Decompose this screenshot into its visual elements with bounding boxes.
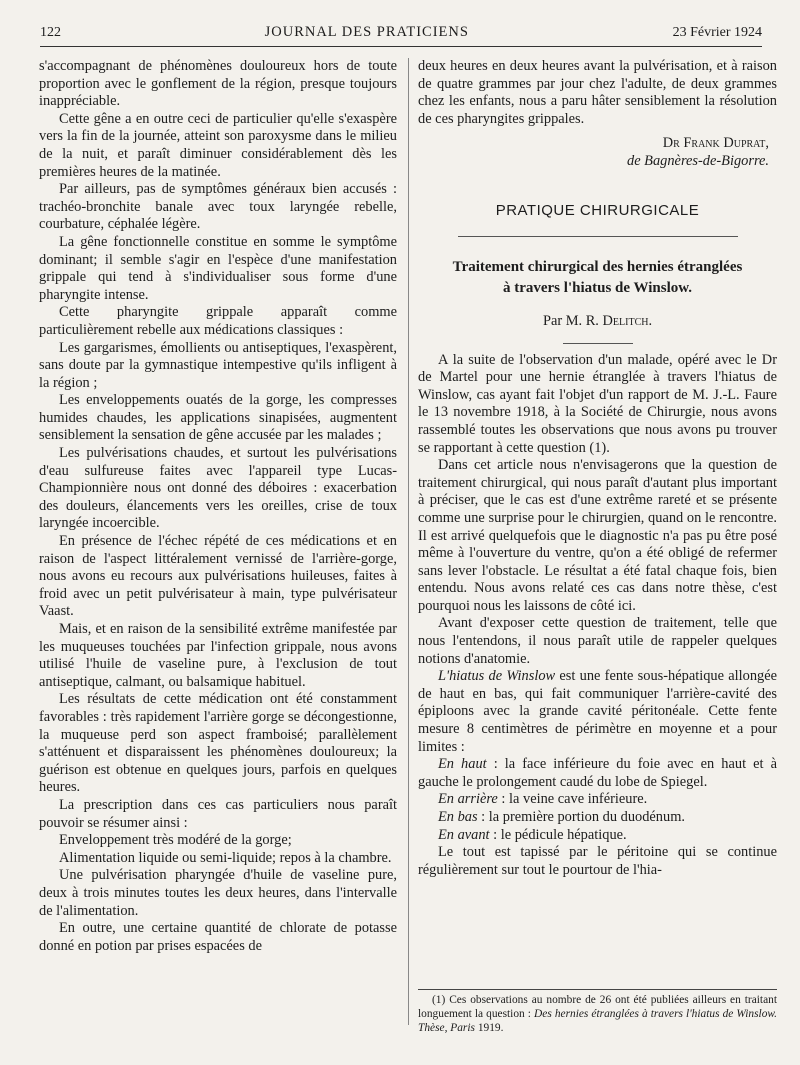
byline-prefix: Par M. R.	[542, 312, 599, 329]
footnote-rule	[418, 989, 777, 990]
signature-place: de Bagnères-de-Bigorre.	[627, 153, 769, 170]
article-title-line: Traitement chirurgical des hernies étranglées	[452, 258, 743, 275]
paragraph: Les gargarismes, émollients ou antiseptiques, l'exaspèrent, sans doute par la gymnastique intempestive qu'ils infligent à la région ;	[39, 339, 397, 391]
limit-text: : le pédicule hépatique.	[489, 826, 627, 843]
limit-text: : la première portion du duodénum.	[477, 809, 685, 825]
paragraph: Les résultats de cette médication ont été constamment favorables : très rapidement l'arrière gorge se décongestionne, la muqueuse perd son aspect framboisé; parallèlement s'atténuent et disparaissent les phénomènes douloureux; la guérison est obtenue en quelques jours, parfois en quelques heures.	[39, 691, 397, 796]
signature	[418, 134, 769, 170]
footnote-year: 1919.	[474, 1022, 504, 1034]
journal-title: JOURNAL DES PRATICIENS	[264, 24, 469, 40]
limit-term: En bas	[438, 809, 478, 825]
limit-term: En arrière	[438, 791, 498, 808]
footnote	[418, 993, 777, 1035]
paragraph: Le tout est tapissé par le péritoine qui se continue régulièrement sur tout le pourtour de l'hia-	[418, 844, 777, 878]
paragraph: Cette gêne a en outre ceci de particulier qu'elle s'exaspère vers la fin de la journée, atteint son paroxysme dans le milieu de la nuit, et paraît diminuer considérablement dès les premières heures de la matinée.	[39, 110, 397, 180]
issue-date: 23 Février 1924	[672, 25, 762, 40]
header-rule	[40, 46, 762, 47]
paragraph: Avant d'exposer cette question de traitement, telle que nous l'entendons, il nous paraît utile de rappeler quelques notions d'anatomie.	[418, 615, 777, 667]
paragraph: Par ailleurs, pas de symptômes généraux bien accusés : trachéo-bronchite banale avec toux laryngée rebelle, courbature, céphalée légère.	[39, 181, 397, 233]
paragraph	[418, 791, 777, 809]
paragraph: Mais, et en raison de la sensibilité extrême manifestée par les muqueuses touchées par l'infection grippale, nous avons utilisé l'huile de vaseline pure, à l'exclusion de tout antiseptique, calmant, ou balsamique habituel.	[39, 621, 397, 690]
paragraph: En outre, une certaine quantité de chlorate de potasse donné en potion par prises espacées de	[39, 920, 397, 954]
paragraph: Une pulvérisation pharyngée d'huile de vaseline pure, deux à trois minutes toutes les deux heures, dans l'intervalle de l'alimentation.	[39, 867, 397, 919]
paragraph: Alimentation liquide ou semi-liquide; repos à la chambre.	[59, 849, 392, 866]
byline	[418, 313, 777, 331]
paragraph: deux heures en deux heures avant la pulvérisation, et à raison de quatre grammes par jour chez l'adulte, de deux grammes chez les enfants, nous a paru hâter sensiblement la résolution de ces pharyngites grippales.	[418, 58, 777, 127]
article-title	[418, 257, 777, 299]
byline-rule	[563, 343, 633, 344]
limit-text: : la veine cave inférieure.	[497, 791, 648, 808]
paragraph: Les enveloppements ouatés de la gorge, les compresses humides chaudes, les applications sinapisées, augmentent sensiblement la sensation de gêne accusée par les malades ;	[39, 392, 397, 444]
paragraph: En présence de l'échec répété de ces médications et en raison de l'aspect littéralement vernissé de l'arrière-gorge, nous avons eu recours aux pulvérisations huileuses, faites à froid avec un petit pulvérisateur à main, type pulvérisateur Vaast.	[39, 533, 397, 620]
limit-text: : la face inférieure du foie avec en haut et à gauche le prolongement caudé du lobe de Spiegel.	[418, 756, 778, 790]
limit-term: En haut	[438, 756, 487, 773]
right-column	[418, 58, 777, 879]
column-divider	[408, 58, 409, 1025]
paragraph: Dans cet article nous n'envisagerons que la question de traitement chirurgical, qui nous paraît d'autant plus important à préciser, que le cas est d'une extrême rareté et se présente comme une surprise pour le chirurgien, quand on le rencontre. Il est arrivé quelquefois que le diagnostic n'a pas pu être posé même à l'ouverture du ventre, qu'on a été obligé de refermer sans lever l'obstacle. Le résultat a été fatal chaque fois, bien entendu. Nous avons relaté ces cas dans notre thèse, c'est pourquoi nous les laissons de côté ici.	[418, 457, 777, 614]
paragraph: Cette pharyngite grippale apparaît comme particulièrement rebelle aux médications classiques :	[39, 304, 397, 338]
byline-author: Delitch.	[602, 312, 653, 329]
page-number: 122	[40, 25, 61, 40]
paragraph: A la suite de l'observation d'un malade, opéré avec le Dr de Martel pour une hernie étranglée à travers l'hiatus de Winslow, cas ayant fait l'objet d'un rapport de M. J.-L. Faure le 13 novembre 1918, à la Société de Chirurgie, nous avons rassemblé toutes les observations que nous avons pu trouver se rapportant à cette question (1).	[418, 351, 777, 456]
page-header	[40, 24, 762, 44]
paragraph: Les pulvérisations chaudes, et surtout les pulvérisations d'eau sulfureuse faites avec l'appareil type Lucas-Championnière nous ont donné des déboires : exacerbation des douleurs, élancements vers les oreilles, crise de toux laryngée incoercible.	[39, 445, 397, 532]
section-title: PRATIQUE CHIRURGICALE	[495, 202, 700, 220]
footnote-citation: Des hernies étranglées à travers l'hiatus de Winslow. Thèse, Paris	[418, 1008, 778, 1034]
section-rule	[458, 236, 738, 237]
paragraph: Enveloppement très modéré de la gorge;	[59, 832, 292, 849]
signature-author: Dr Frank Duprat,	[662, 135, 769, 152]
paragraph: La prescription dans ces cas particuliers nous paraît pouvoir se résumer ainsi :	[39, 796, 397, 831]
paragraph	[418, 668, 777, 756]
limit-term: En avant	[438, 826, 490, 843]
paragraph	[418, 809, 777, 827]
article-title-line: à travers l'hiatus de Winslow.	[502, 279, 693, 296]
paragraph: La gêne fonctionnelle constitue en somme le symptôme dominant; il semble s'agir en l'espèce d'une manifestation grippale qui tend à s'individualiser sous forme d'une pharyngite intense.	[39, 233, 397, 303]
hiatus-term: L'hiatus de Winslow	[438, 668, 556, 685]
left-column	[39, 58, 397, 955]
hiatus-text: est une fente sous-hépatique allongée de haut en bas, qui fait communiquer l'arrière-cavité des épiploons avec la grande cavité péritonéale. Cette fente mesure 8 centimètres de périmètre en moyenne et a pour limites :	[418, 668, 777, 755]
paragraph	[418, 827, 777, 845]
paragraph: s'accompagnant de phénomènes douloureux hors de toute proportion avec le gonflement de la région, presque toujours inappréciable.	[39, 58, 397, 110]
paragraph	[418, 756, 777, 791]
footnote-text: (1) Ces observations au nombre de 26 ont été publiées ailleurs en traitant longuement la question :	[418, 994, 777, 1020]
